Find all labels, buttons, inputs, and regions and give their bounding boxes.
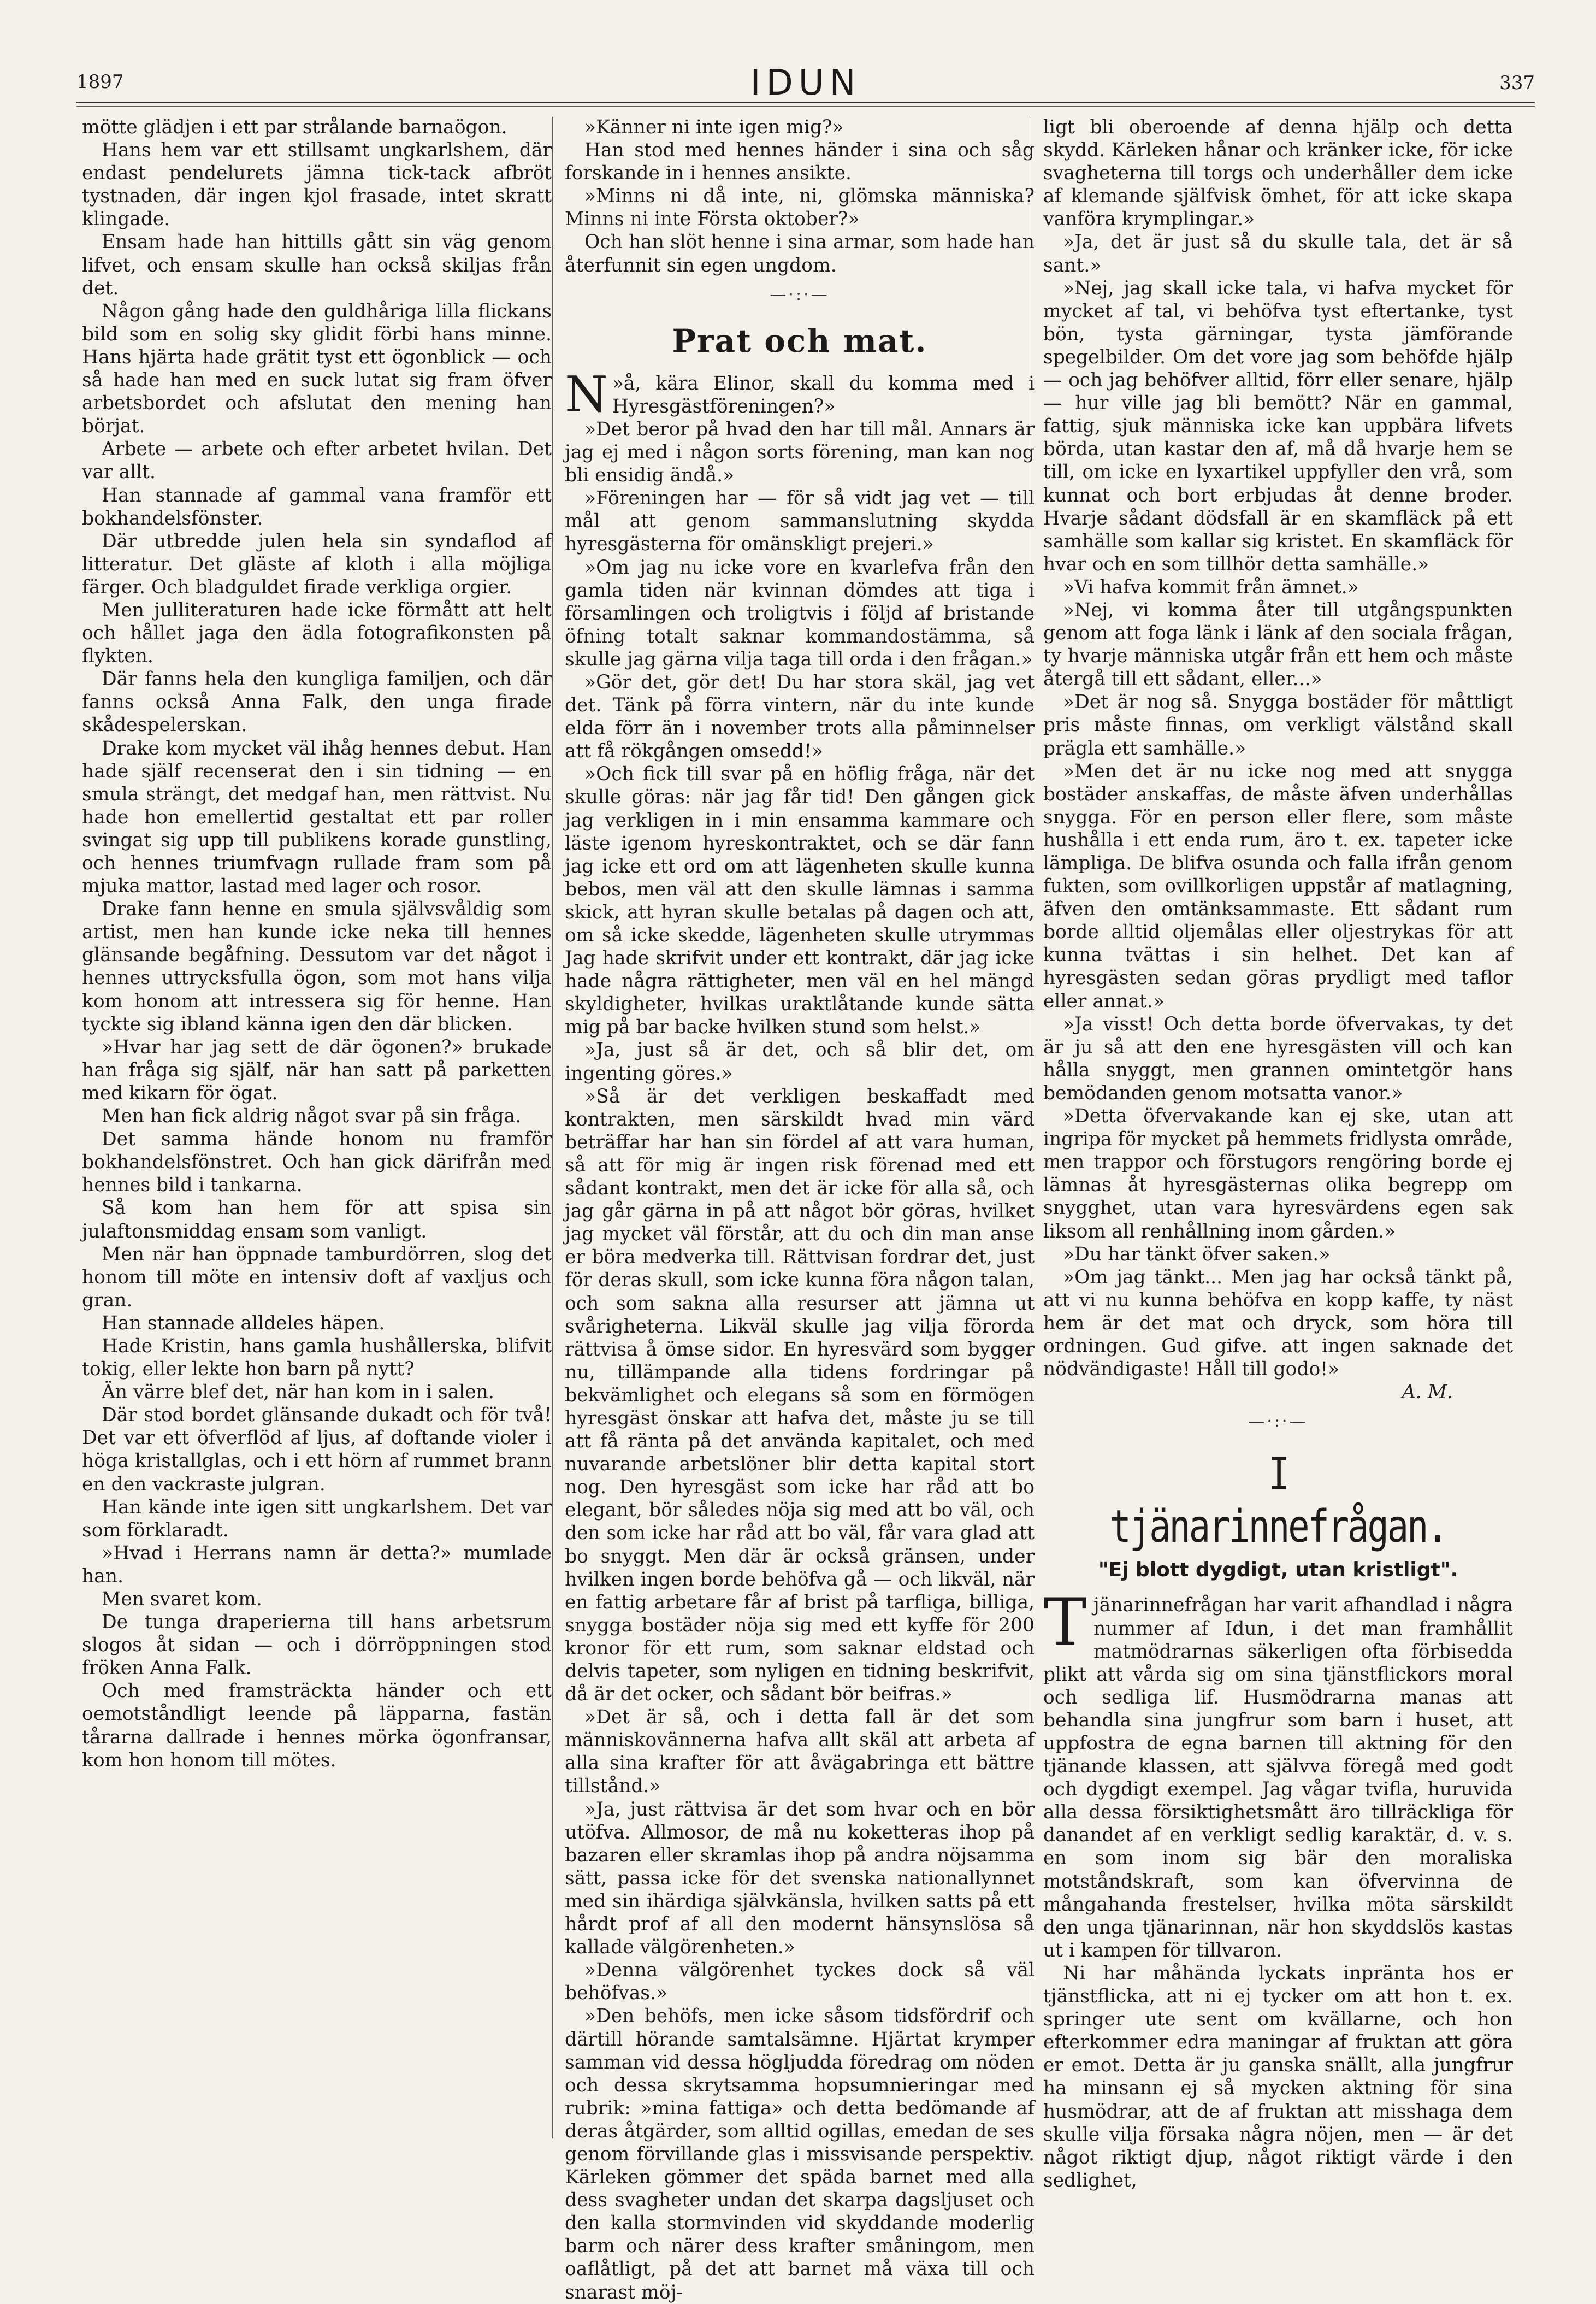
paragraph: Men han fick aldrig något svar på sin fråga. [102,1105,522,1128]
paragraph: »Nej, jag skall icke tala, vi hafva mycket för mycket af tal, vi behöfva tyst eftertanke, tyst bön, tysta gärningar, tysta jämförande spegelbilder. Om det vore jag som behöfde hjälp — och jag behöfver alltid, förr eller senare, hjälp — hur ville jag bli bemött? När en gammal, fattig, sjuk människa icke kan uppbära lifvets börda, utan kastar den af, må då hvarje hem se till, om icke en lyxartikel uppfyller den vrå, som kunnat och bort erbjudas åt denne broder. Hvarje sådant dödsfall är en skamfläck på ett samhälle som kallar sig kristet. En skamfläck för hvar och en som tillhör detta samhälle.» [1043,277,1513,575]
signature: A. M. [1402,1381,1453,1404]
paragraph: »Det är nog så. Snygga bostäder för måttligt pris måste finnas, om verkligt välstånd skall prägla ett samhälle.» [1043,691,1513,759]
paragraph: Någon gång hade den guldhåriga lilla flickans bild som en solig sky glidit förbi hans minne. Hans hjärta hade grätit tyst ett ögonblick — och så hade han med en suck lutat sig fram öfver arbetsbordet och afslutat den mening han börjat. [82,300,552,438]
paragraph: Men julliteraturen hade icke förmått att helt och hållet jaga den ädla fotografikonsten på flykten. [82,599,552,668]
column-divider-1 [552,117,553,2138]
paragraph: De tunga draperierna till hans arbetsrum slogos åt sidan — och i dörröppningen stod fröken Anna Falk. [82,1611,552,1680]
header-rule-thin [76,106,1535,107]
paragraph: Hans hem var ett stillsamt ungkarlshem, där endast pendelurets jämna tick-tack afbröt tystnaden, där ingen kjol frasade, intet skratt klingade. [82,139,552,231]
paragraph: Och han slöt henne i sina armar, som hade han återfunnit sin egen ungdom. [565,231,1035,276]
paragraph: Och med framsträckta händer och ett oemotståndligt leende på läpparna, fastän tårarna dallrade i hennes mörka ögonfransar, kom hon honom till mötes. [82,1680,552,1771]
column-3 [1043,116,1513,2191]
paragraph: »Hvar har jag sett de där ögonen?» brukade han fråga sig själf, när han satt på parketten med kikarn för ögat. [82,1036,552,1104]
paragraph: Så kom han hem för att spisa sin julaftonsmiddag ensam som vanligt. [82,1197,552,1242]
paragraph: Det samma hände honom nu framför bokhandelsfönstret. Och han gick därifrån med hennes bild i tankarna. [82,1128,552,1197]
paragraph: »Det beror på hvad den har till mål. Annars är jag ej med i någon sorts förening, man kan nog bli ensidig ändå.» [565,418,1035,487]
opening-quote: » [612,372,624,394]
paragraph: »Men det är nu icke nog med att snygga bostäder anskaffas, de måste äfven underhållas snygga. För en person eller flere, som måste hushålla i ett enda rum, äro t. ex. tapeter icke lämpliga. De blifva osunda och falla ifrån genom fukten, som ovillkorligen uppstår af matlagning, äfven den omtänksammaste. Ett sådant rum borde alltid oljemålas eller oljestrykas för att kunna tvättas i sin helhet. Det kan af hyresgästen sedan göras prydligt med taflor eller annat.» [1043,760,1513,1012]
header-rule [76,102,1535,103]
paragraph: »Vi hafva kommit från ämnet.» [1063,576,1359,598]
first-paragraph [565,366,1035,423]
first-paragraph [1043,1585,1513,1962]
paragraph: »Detta öfvervakande kan ej ske, utan att ingripa för mycket på hemmets fridlysta område, men trappor och förstugors rengöring borde ej lämnas åt hyresgästernas olika begrepp om snygghet, utan vara hyresvärdens egen sak liksom all renhållning inom gården.» [1043,1105,1513,1242]
paragraph: ligt bli oberoende af denna hjälp och detta skydd. Kärleken hånar och kränker icke, för icke svagheterna till torgs och underhåller dem icke af klemande själfvisk ömhet, för att icke skapa vanföra krymplingar.» [1043,116,1513,231]
section-separator: —·:·— [770,285,830,304]
paragraph: Drake kom mycket väl ihåg hennes debut. Han hade själf recenserat den i sin tidning — en smula strängt, det medgaf han, men rättvist. Nu hade hon emellertid gestaltat ett par roller svingat sig upp till publikens korade gunstling, och hennes triumfvagn rullade fram som på mjuka mattor, lastad med lager och rosor. [82,737,552,898]
paragraph: Han stannade af gammal vana framför ett bokhandelsfönster. [82,484,552,529]
paragraph: mötte glädjen i ett par strålande barnaögon. [82,116,507,138]
paragraph: »Det är så, och i detta fall är det som människovännerna hafva allt skäl att arbeta af alla sina krafter för att åvägabringa ett bättre tillstånd.» [565,1706,1035,1798]
paragraph: Men när han öppnade tamburdörren, slog det honom till möte en intensiv doft af vaxljus och gran. [82,1243,552,1311]
drop-cap: T [1043,1585,1087,1661]
paragraph: Där utbredde julen hela sin syndaflod af litteratur. Det gläste af kloth i alla möjliga färger. Och bladguldet firade verkliga orgier. [82,530,552,598]
paragraph: »Känner ni inte igen mig?» [584,116,844,138]
paragraph: »Minns ni då inte, ni, glömska människa? Minns ni inte Första oktober?» [565,185,1035,231]
page-number: 337 [1499,72,1535,94]
paragraph: »Och fick till svar på en höflig fråga, när det skulle göras: när jag får tid! Den gången gick jag verkligen in i min ensamma kammare och läste igenom hyreskontraktet, och se där fann jag icke ett ord om att lägenheten skulle kunna bebos, men väl att den skulle lämnas i samma skick, att hyran skulle betalas på dagen och att, om så icke skedde, lägenheten skulle utrymmas Jag hade skrifvit under ett kontrakt, där jag icke hade några rättigheter, men väl en hel mängd skyldigheter, hvilkas uraktlåtande kunde sätta mig på bar backe hvilken stund som helst.» [565,763,1035,1039]
page-header [76,63,1535,104]
first-paragraph-text: å, kära Elinor, skall du komma med i Hyresgästföreningen?» [612,372,1035,417]
masthead: IDUN [750,63,861,103]
section-title-prat-och-mat: Prat och mat. [672,322,927,360]
column-1 [82,116,552,2181]
paragraph: »Hvad i Herrans namn är detta?» mumlade han. [82,1542,552,1587]
paragraph: »Så är det verkligen beskaffadt med kontrakten, men särskildt hvad min värd beträffar har han sin fördel af att vara human, så att för mig är ingen risk förenad med ett sådant kontrakt, men det är icke för alla så, och jag går gärna in på att något bör göras, hvilket jag mycket väl förstår, att du och din man anse er böra medverka till. Rättvisan fordrar det, just för deras skull, som icke kunna föra någon talan, och som sakna alla resurser att jämna ut svårigheterna. Likväl skulle jag vilja förorda rättvisa å ömse sidor. En hyresvärd som bygger nu, tillämpande alla tidens fordringar på bekvämlighet och elegans så som en förmögen hyresgäst önskar att hafva det, måste ju se till att få ränta på det använda kapitalet, och med nuvarande arbetslöner blir detta kapital stort nog. Den hyresgäst som icke har råd att bo elegant, bör således nöja sig med att bo väl, och den som icke har råd att bo väl, får vara glad att bo snyggt. Men där är också gränsen, under hvilken ingen borde behöfva gå — och likväl, när en fattig arbetare får af brist på tarfliga, billiga, snygga bostäder nöja sig med ett kyffe för 200 kronor för ett rum, som saknar eldstad och delvis tapeter, som nyligen en tidning beskrifvit, då är det ocker, och sådant bör beifras.» [565,1085,1035,1706]
paragraph: Ni har måhända lyckats inpränta hos er tjänstflicka, att ni ej tycker om att hon t. ex. springer ute sent om kvällarne, och hon efterkommer edra maningar af fruktan att göra er emot. Detta är ju ganska snällt, alla jungfrur ha minsann ej så mycken aktning för sina husmödrar, att de af fruktan att misshaga dem skulle vilja försaka några nöjen, men — är det något riktigt djup, något riktigt värde i den sedlighet, [1043,1962,1513,2191]
column-2 [565,116,1035,2303]
paragraph: »Om jag tänkt... Men jag har också tänkt på, att vi nu kunna behöfva en kopp kaffe, ty näst hem är det mat och dryck, som höra till ordningen. Gud gifve. att ingen saknade det nödvändigaste! Håll till godo!» [1043,1266,1513,1381]
paragraph: Där fanns hela den kungliga familjen, och där fanns också Anna Falk, den unga firade skådespelerskan. [82,668,552,736]
section-separator: —·:·— [1248,1412,1308,1431]
paragraph: »Ja, just rättvisa är det som hvar och en bör utöfva. Allmosor, de må nu koketteras ihop på bazaren eller skramlas ihop på andra nöjsamma sätt, passa icke för det svenska nationallynnet med sin ihärdiga självkänsla, hvilken satts på ett hårdt prof af all den modernt hänsynslösa så kallade välgörenheten.» [565,1798,1035,1959]
paragraph: »Om jag nu icke vore en kvarlefva från den gamla tiden när kvinnan dömdes att tiga i församlingen och troligtvis i följd af bristande öfning totalt saknar kommandostämma, så skulle jag gärna vilja taga till orda i den frågan.» [565,556,1035,670]
paragraph: Han kände inte igen sitt ungkarlshem. Det var som förklaradt. [82,1496,552,1541]
paragraph: »Föreningen har — för så vidt jag vet — till mål att genom sammanslutning skydda hyresgästerna för omänskligt prejeri.» [565,487,1035,556]
paragraph: Han stannade alldeles häpen. [102,1312,385,1334]
first-paragraph-text: jänarinnefrågan har varit afhandlad i några nummer af Idun, i det man framhållit matmödrarnas säkerligen ofta förbisedda plikt att vårda sig om sina tjänstflickors moral och sedliga lif. Husmödrarna manas att behandla sina jungfrur som barn i huset, att uppfostra de egna barnen till aktning för den tjänande klassen, att självva föregå med godt och dygdigt exempel. Jag vågar tvifla, huruvida alla dessa försiktighetsmått äro tillräckliga för danandet af en verkligt sedlig karaktär, d. v. s. en som inom sig bär den moraliska motståndskraft, som kan öfvervinna de mångahanda frestelser, hvilka möta särskildt den unga tjänarinnan, när hon skyddslös kastas ut i kampen för tillvaron. [1043,1594,1513,1961]
section-subtitle: "Ej blott dygdigt, utan kristligt". [1098,1559,1458,1582]
paragraph: Arbete — arbete och efter arbetet hvilan. Det var allt. [82,438,552,484]
paragraph: »Denna välgörenhet tyckes dock så väl behöfvas.» [565,1959,1035,2005]
paragraph: »Du har tänkt öfver saken.» [1063,1243,1331,1265]
paragraph: »Ja, just så är det, och så blir det, om ingenting göres.» [565,1039,1035,1085]
paragraph: »Ja, det är just så du skulle tala, det är så sant.» [1043,231,1513,276]
paragraph: Ensam hade han hittills gått sin väg genom lifvet, och ensam skulle han också skiljas från det. [82,231,552,299]
paragraph: »Ja visst! Och detta borde öfvervakas, ty det är ju så att den ene hyresgästen vill och kan hålla snyggt, men grannen omintetgör hans bemödanden genom motsatta vanor.» [1043,1013,1513,1104]
drop-cap: N [565,366,608,423]
paragraph: »Den behöfs, men icke såsom tidsfördrif och därtill hörande samtalsämne. Hjärtat krymper samman vid dessa högljudda föredrag om nöden och dessa skrytsamma hopsumnieringar med rubrik: »mina fattiga» och detta bedömande af deras åtgärder, som alltid ogillas, emedan de ses genom förvillande glas i missvisande perspektiv. Kärleken gömmer det späda barnet med alla dess svagheter undan det skarpa dagsljuset och den kalla stormvinden vid skyddande moderlig barm och närer dess krafter småningom, men oaflåtligt, på det att barnet må växa till och snarast möj- [565,2005,1035,2303]
paragraph: Drake fann henne en smula självsvåldig som artist, men han kunde icke neka till hennes glänsande begåfning. Dessutom var det något i hennes uttrycksfulla ögon, som mot hans vilja kom honom att intressera sig för henne. Han tyckte sig ibland känna igen den där blicken. [82,898,552,1035]
paragraph: »Nej, vi komma åter till utgångspunkten genom att foga länk i länk af den sociala frågan, ty hvarje människa utgår från ett hem och måste återgå till ett sådant, eller...» [1043,599,1513,691]
paragraph: Men svaret kom. [102,1588,262,1610]
paragraph: Han stod med hennes händer i sina och såg forskande in i hennes ansikte. [565,139,1035,185]
paragraph: Hade Kristin, hans gamla hushållerska, blifvit tokig, eller lekte hon barn på nytt? [82,1335,552,1381]
paragraph: »Gör det, gör det! Du har stora skäl, jag vet det. Tänk på förra vintern, när du inte kunde elda förr än i november trots alla påminnelser att få rökgången omsedd!» [565,671,1035,763]
section-title-tjanarinnefragan: I tjänarinnefrågan. [1109,1448,1447,1553]
year: 1897 [76,71,124,93]
paragraph: Där stod bordet glänsande dukadt och för två! Det var ett öfverflöd af ljus, af doftande violer i höga kristallglas, och i ett hörn af rummet brann en den vackraste julgran. [82,1404,552,1495]
paragraph: Än värre blef det, när han kom in i salen. [102,1381,494,1404]
